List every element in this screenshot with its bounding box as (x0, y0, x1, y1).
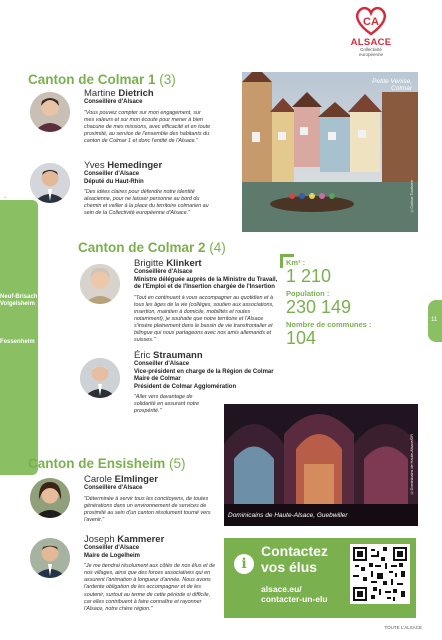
logo-mark-icon (353, 6, 389, 36)
map-sliver (0, 200, 38, 475)
photo-credit-guebwiller: ©Dominicains de Haute-Alsace/DR (410, 434, 414, 495)
contact-title-line1: Contactez (261, 543, 328, 559)
page-number: 11 (431, 317, 438, 323)
contact-box[interactable] (224, 538, 416, 618)
canton-title-text: Canton de Colmar 1 (28, 72, 156, 87)
contact-link-line1: alsace.eu/ (261, 584, 302, 594)
person-quote: "Vous pouvez compter sur mon engagement, sur mes valeurs et sur mon écoute pour mener à bien chacune de mes missions, avec efficacité et en toute proximité, au service de l'ensemble des habitants du canton de Colmar 1 et donc l'entité de l'Alsace." (84, 109, 211, 144)
person-quote: "Des idées claires pour défendre notre identité alsacienne, pour ne laisser personne au bord du chemin et veiller à la place du territoire colmarien au sein de la Collectivité européenne d'Alsace." (84, 189, 209, 217)
person-role-2: Maire de Logelheim (84, 552, 141, 559)
photo-caption-colmar (340, 78, 412, 93)
info-icon: i (234, 554, 254, 574)
avatar-martine-dietrich (30, 92, 70, 132)
person-martine-dietrich (84, 88, 212, 145)
photo-credit-colmar: ©Colmar Tourisme (410, 180, 414, 213)
person-quote: "Aller vers davantage de solidarité en assurant notre prospérité." (134, 394, 200, 415)
person-brigitte-klinkert (134, 258, 278, 344)
contact-link-line2: contacter-un-elu (261, 594, 328, 605)
contact-title (261, 544, 328, 575)
caption-line2: Colmar (391, 85, 412, 93)
canton-colmar1-title (28, 72, 176, 87)
person-quote: "Déterminée à servir tous les concitoyens, de toutes générations dans un environnement de services de proximité au sein d'un canton résolument tourné vers l'avenir." (84, 495, 211, 523)
contact-title-line2: vos élus (261, 558, 318, 575)
person-yves-hemedinger (84, 160, 212, 218)
person-role-4: Président de Colmar Agglomération (134, 383, 237, 390)
avatar-eric-straumann (80, 358, 120, 398)
map-label-line2: Volgelsheim (0, 300, 35, 307)
page-tab (428, 300, 442, 342)
person-role-2: Vice-président en charge de la Région de Colmar (134, 368, 274, 375)
avatar-joseph-kammerer (30, 538, 70, 578)
map-label-line1: Neuf-Brisach (0, 294, 38, 300)
photo-caption-guebwiller: Dominicains de Haute-Alsace, Guebwiller (228, 512, 348, 519)
avatar-yves-hemedinger (30, 163, 70, 203)
stat-communes-label: Nombre de communes : (286, 319, 372, 329)
stat-area-value: 1 210 (286, 266, 332, 286)
canton-ensisheim-title (28, 456, 186, 471)
person-name: Joseph Kammerer (84, 534, 165, 545)
canton-count: (5) (169, 456, 186, 471)
canton-count: (3) (159, 72, 176, 87)
person-name: Martine Dietrich (84, 88, 154, 99)
person-quote: "Tout en continuant à vous accompagner au quotidien et à tous les âges de la vie (collèges, soutien aux associations, insertion, maintien à domicile, mobilités et routes notamment), je souhaite que notre territoire et l'Alsace s'insère pleinement dans le bassin de vie transfrontalier et bilingue qui nous partageons avec nos amis allemands et suisses." (134, 294, 274, 344)
stat-population-value: 230 149 (286, 296, 352, 317)
person-role-3: de l'Emploi et de l'Insertion chargée de l'Insertion (134, 284, 275, 290)
person-role-1: Conseiller d'Alsace (84, 545, 140, 551)
footer-credit: TOUTE L'ALSACE (384, 625, 422, 630)
alsace-logo (336, 6, 406, 60)
logo-subtitle-2: européenne (358, 51, 384, 57)
person-role-1: Conseillère d'Alsace (134, 269, 193, 275)
person-role-2: Ministre déléguée auprès de la Ministre du Travail, (134, 276, 278, 283)
person-carole-elmlinger (84, 474, 216, 524)
caption-line1: Petite Venise, (372, 78, 412, 85)
person-name: Yves Hemedinger (84, 160, 163, 171)
stats-corner-decoration (280, 254, 294, 268)
stat-population-label: Population : (286, 288, 330, 298)
avatar-carole-elmlinger (30, 478, 70, 518)
map-label-neuf-brisach (0, 294, 37, 308)
logo-subtitle-1: Collectivité (360, 47, 382, 52)
person-name: Brigitte Klinkert (134, 258, 202, 269)
canton-colmar2-title (78, 240, 226, 255)
stat-communes-value: 104 (286, 327, 317, 348)
qr-code[interactable] (350, 544, 410, 604)
photo-petite-venise (242, 72, 418, 232)
svg-text:CA: CA (363, 16, 379, 28)
logo-text: ALSACE (350, 37, 392, 48)
person-role: Conseillère d'Alsace (84, 99, 143, 105)
person-name: Carole Elmlinger (84, 474, 158, 485)
contact-link[interactable] (261, 584, 328, 604)
stat-area-label: Km² : (286, 258, 306, 267)
avatar-brigitte-klinkert (80, 264, 120, 304)
canton-count: (4) (209, 240, 226, 255)
photo-dominicains (224, 404, 418, 526)
canton-stats (284, 258, 394, 348)
person-role-1: Conseiller d'Alsace (134, 361, 190, 367)
canton-title-text: Canton de Colmar 2 (78, 240, 206, 255)
person-joseph-kammerer (84, 534, 216, 613)
person-role: Conseillère d'Alsace (84, 485, 143, 491)
person-role-2: Député du Haut-Rhin (84, 178, 144, 185)
person-role-3: Maire de Colmar (134, 376, 181, 382)
person-quote: "Je me tiendrai résolument aux côtés de nos élus et de nos villages, ainsi que des forces associatives qui en assurent l'animation à longueur d'année. Nous avons l'ardente obligation de les accompagner et de les soutenir, surtout au terme de cette période si difficile, car elles contribuent à faire connaître et rayonner l'Alsace, notre chère région." (84, 563, 216, 612)
person-role-1: Conseiller d'Alsace (84, 171, 140, 177)
canton-title-text: Canton de Ensisheim (28, 456, 166, 471)
map-label-fessenheim: Fessenheim (0, 339, 35, 345)
person-name: Éric Straumann (134, 350, 203, 361)
